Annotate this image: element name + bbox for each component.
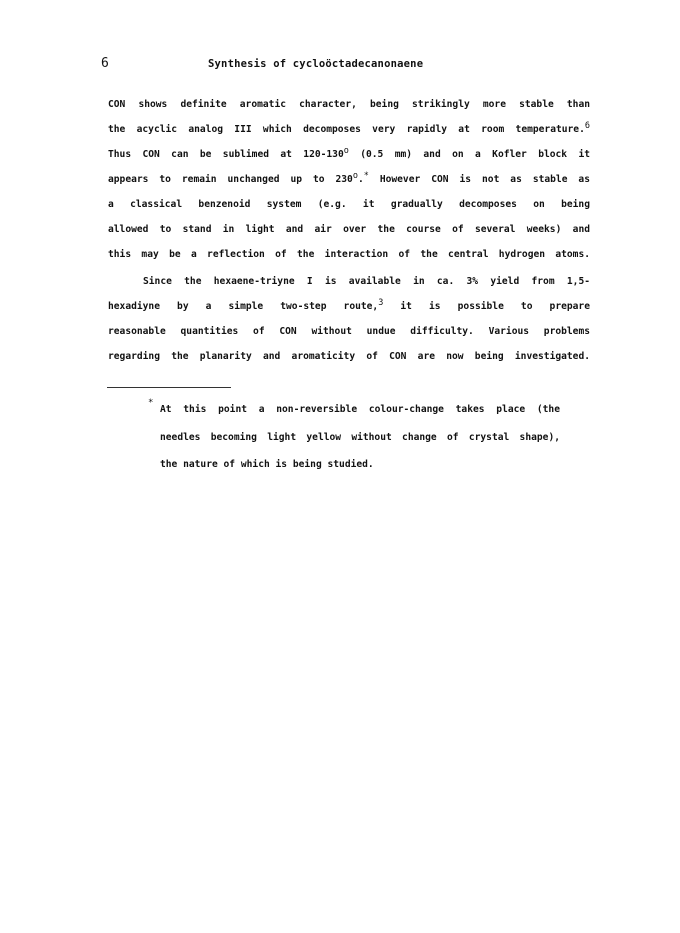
running-head-title: Synthesis of cycloöctadecanonaene (208, 58, 424, 70)
degree-superscript: o (343, 146, 349, 156)
footnote-reference-marker: * (363, 171, 369, 181)
paragraph-1-line-7: this may be a reflection of the interaction of the central hydrogen atoms. (108, 249, 590, 260)
paragraph-1-line-3 (108, 146, 590, 160)
page-number: 6 (101, 56, 109, 71)
line-text: (0.5 mm) and on a Kofler block it (348, 149, 590, 160)
line-text: the acyclic analog III which decomposes very rapidly at room temperature. (108, 124, 585, 135)
footnote-line-2: needles becoming light yellow without change of crystal shape), (160, 432, 560, 443)
paragraph-1-line-4 (108, 171, 590, 185)
paragraph-1-line-6: allowed to stand in light and air over the course of several weeks) and (108, 224, 590, 235)
footnote-line-1: At this point a non-reversible colour-change takes place (the (160, 404, 560, 415)
footnote-separator-rule (107, 387, 231, 388)
degree-superscript: o (352, 171, 358, 181)
paragraph-2-line-4: regarding the planarity and aromaticity of CON are now being investigated. (108, 351, 590, 362)
paragraph-1-line-5: a classical benzenoid system (e.g. it gradually decomposes on being (108, 199, 590, 210)
paragraph-1-line-2 (108, 121, 590, 135)
reference-superscript: 6 (584, 121, 590, 131)
line-text: However CON is not as stable as (368, 174, 590, 185)
footnote-line-3: the nature of which is being studied. (160, 459, 374, 470)
paragraph-1-line-1: CON shows definite aromatic character, being strikingly more stable than (108, 99, 590, 110)
paragraph-2-line-3: reasonable quantities of CON without undue difficulty. Various problems (108, 326, 590, 337)
reference-superscript: 3 (378, 298, 384, 308)
footnote-marker: * (148, 398, 154, 408)
line-text: hexadiyne by a simple two-step route, (108, 301, 379, 312)
line-text: appears to remain unchanged up to 230 (108, 174, 353, 185)
line-text: it is possible to prepare (383, 301, 590, 312)
paragraph-2-line-1: Since the hexaene-triyne I is available in ca. 3% yield from 1,5- (143, 276, 590, 287)
paragraph-2-line-2 (108, 298, 590, 312)
line-text: . (357, 174, 364, 185)
line-text: Thus CON can be sublimed at 120-130 (108, 149, 344, 160)
